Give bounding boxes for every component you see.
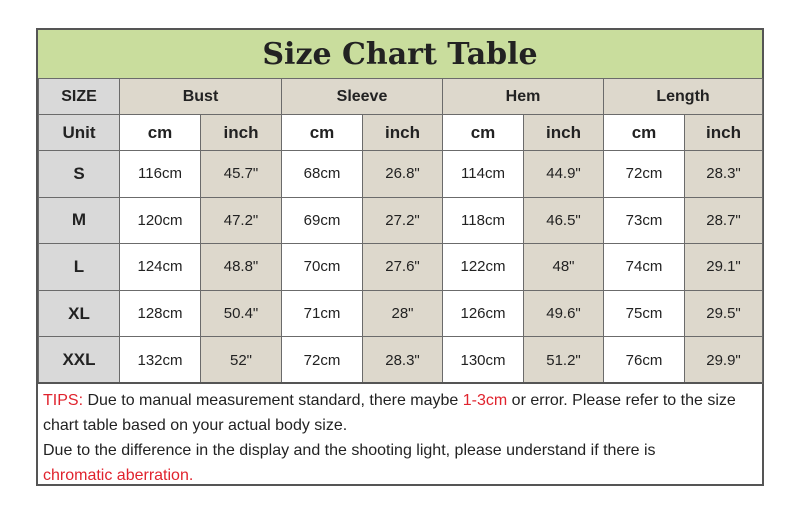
length-inch-cell: 28.3": [685, 151, 763, 198]
tips-range: 1-3cm: [462, 392, 508, 409]
sleeve-cm-cell: 72cm: [282, 337, 363, 384]
chart-title: Size Chart Table: [38, 30, 762, 80]
size-cell: XXL: [39, 337, 120, 384]
sleeve-cm-cell: 68cm: [282, 151, 363, 198]
bust-inch-cell: 50.4": [201, 290, 282, 337]
bust-header: Bust: [120, 79, 282, 115]
bust-cm-cell: 124cm: [120, 244, 201, 291]
size-table: [38, 78, 763, 384]
tips-line-2: Due to the difference in the display and the shooting light, please understand if there is: [43, 442, 656, 459]
size-cell: XL: [39, 290, 120, 337]
length-cm-cell: 73cm: [604, 197, 685, 244]
size-cell: S: [39, 151, 120, 198]
bust-inch-cell: 52": [201, 337, 282, 384]
table-row: [39, 197, 763, 244]
bust-inch-cell: 48.8": [201, 244, 282, 291]
table-row: [39, 244, 763, 291]
size-cell: M: [39, 197, 120, 244]
unit-inch: inch: [685, 115, 763, 151]
sleeve-inch-cell: 26.8": [363, 151, 443, 198]
hem-header: Hem: [443, 79, 604, 115]
header-row: [39, 79, 763, 115]
length-inch-cell: 29.5": [685, 290, 763, 337]
table-row: [39, 151, 763, 198]
unit-inch: inch: [363, 115, 443, 151]
unit-cm: cm: [120, 115, 201, 151]
tips-text-a: Due to manual measurement standard, there maybe: [83, 392, 463, 409]
length-inch-cell: 29.9": [685, 337, 763, 384]
hem-cm-cell: 130cm: [443, 337, 524, 384]
tips-section: [38, 382, 762, 486]
hem-inch-cell: 46.5": [524, 197, 604, 244]
length-inch-cell: 28.7": [685, 197, 763, 244]
bust-cm-cell: 116cm: [120, 151, 201, 198]
table-row: [39, 290, 763, 337]
bust-cm-cell: 120cm: [120, 197, 201, 244]
size-chart: [36, 28, 764, 486]
unit-inch: inch: [524, 115, 604, 151]
bust-cm-cell: 128cm: [120, 290, 201, 337]
length-inch-cell: 29.1": [685, 244, 763, 291]
sleeve-cm-cell: 70cm: [282, 244, 363, 291]
bust-cm-cell: 132cm: [120, 337, 201, 384]
unit-row: [39, 115, 763, 151]
sleeve-cm-cell: 71cm: [282, 290, 363, 337]
length-cm-cell: 72cm: [604, 151, 685, 198]
size-header: SIZE: [39, 79, 120, 115]
unit-cm: cm: [282, 115, 363, 151]
tips-label: TIPS:: [43, 392, 84, 409]
hem-cm-cell: 126cm: [443, 290, 524, 337]
sleeve-header: Sleeve: [282, 79, 443, 115]
hem-inch-cell: 49.6": [524, 290, 604, 337]
hem-inch-cell: 44.9": [524, 151, 604, 198]
hem-inch-cell: 51.2": [524, 337, 604, 384]
hem-cm-cell: 114cm: [443, 151, 524, 198]
table-row: [39, 337, 763, 384]
sleeve-cm-cell: 69cm: [282, 197, 363, 244]
tips-line-1: [43, 388, 757, 438]
length-cm-cell: 74cm: [604, 244, 685, 291]
sleeve-inch-cell: 28.3": [363, 337, 443, 384]
hem-inch-cell: 48": [524, 244, 604, 291]
length-cm-cell: 76cm: [604, 337, 685, 384]
sleeve-inch-cell: 28": [363, 290, 443, 337]
bust-inch-cell: 47.2": [201, 197, 282, 244]
unit-label: Unit: [39, 115, 120, 151]
sleeve-inch-cell: 27.6": [363, 244, 443, 291]
tips-line-3: chromatic aberration.: [43, 467, 194, 484]
sleeve-inch-cell: 27.2": [363, 197, 443, 244]
bust-inch-cell: 45.7": [201, 151, 282, 198]
tips-text-b: or error. Please refer to the size chart table based on your actual body size.: [43, 392, 736, 434]
length-cm-cell: 75cm: [604, 290, 685, 337]
size-cell: L: [39, 244, 120, 291]
hem-cm-cell: 122cm: [443, 244, 524, 291]
length-header: Length: [604, 79, 763, 115]
unit-cm: cm: [604, 115, 685, 151]
hem-cm-cell: 118cm: [443, 197, 524, 244]
unit-cm: cm: [443, 115, 524, 151]
unit-inch: inch: [201, 115, 282, 151]
